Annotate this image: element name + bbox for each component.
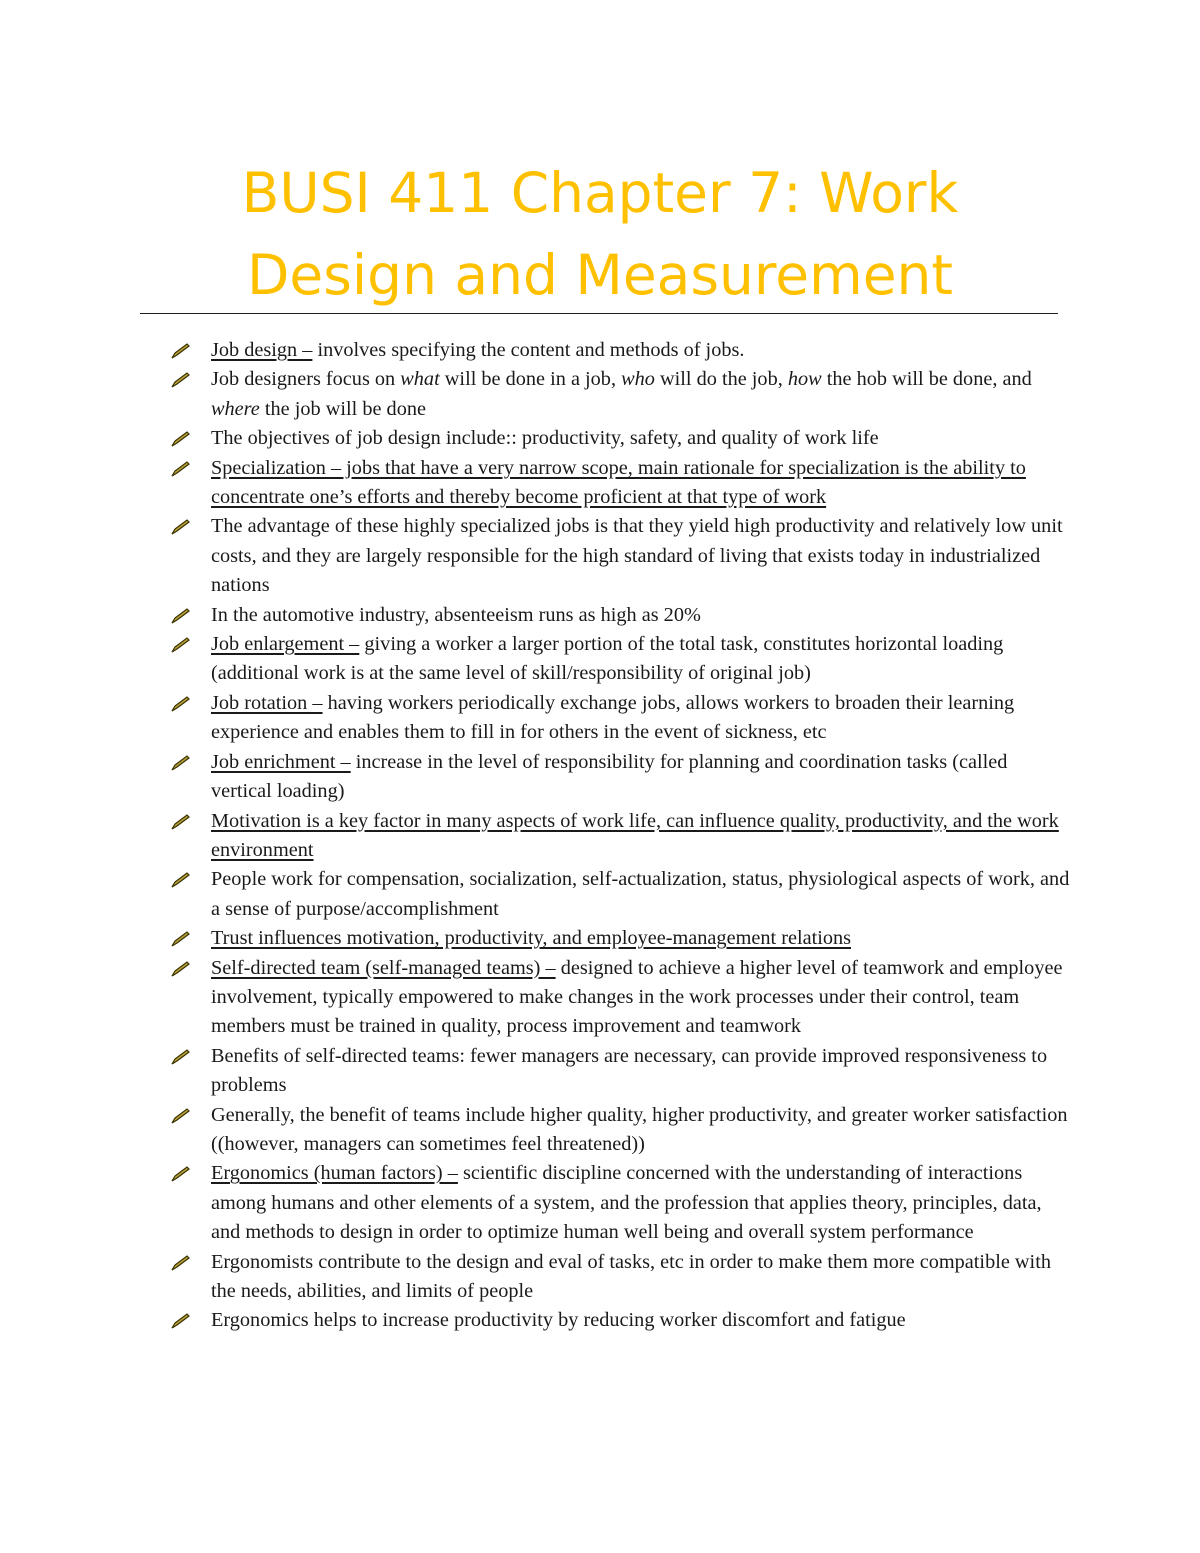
list-item-text: Ergonomics helps to increase productivity by reducing worker discomfort and fatigue <box>211 1309 906 1332</box>
list-item-term: Motivation is a key factor in many aspects of work life, can influence quality, productivity, and the work environment <box>211 809 1059 861</box>
list-item <box>170 865 1070 924</box>
list-item <box>170 630 1070 689</box>
list-item-term: Job design – <box>211 339 313 361</box>
document-title <box>140 152 1060 316</box>
check-icon <box>170 430 192 448</box>
list-item-emphasis: what <box>400 368 440 391</box>
list-item-term: Job enlargement – <box>211 633 360 656</box>
list-item-text: increase in the level of responsibility for planning and coordination tasks (called vertical loading) <box>211 750 1008 803</box>
list-item <box>170 1306 1070 1335</box>
list-item <box>170 1248 1070 1307</box>
check-icon <box>170 754 192 772</box>
list-item-text: Benefits of self-directed teams: fewer managers are necessary, can provide improved responsiveness to problems <box>211 1044 1048 1097</box>
list-item-text: having workers periodically exchange jobs, allows workers to broaden their learning experience and enables them to fill in for others in the event of sickness, etc <box>211 691 1015 744</box>
list-item <box>170 1101 1070 1160</box>
list-item-term: Job enrichment – <box>211 750 351 773</box>
list-item-text: The objectives of job design include:: productivity, safety, and quality of work life <box>211 427 879 450</box>
list-item <box>170 807 1070 866</box>
list-item-text: giving a worker a larger portion of the total task, constitutes horizontal loading (additional work is at the same level of skill/responsibility of original job) <box>211 633 1004 685</box>
check-icon <box>170 695 192 713</box>
list-item <box>170 424 1070 453</box>
check-icon <box>170 607 192 625</box>
check-icon <box>170 636 192 654</box>
list-item-term: Trust influences motivation, productivity, and employee-management relations <box>211 927 852 950</box>
list-item-text: Ergonomists contribute to the design and eval of tasks, etc in order to make them more compatible with the needs, abilities, and limits of people <box>211 1250 1051 1302</box>
list-item-text: scientific discipline concerned with the understanding of interactions among humans and other elements of a system, and the profession that applies theory, principles, data, and methods to design in order to optimize human well being and overall system performance <box>211 1162 1042 1244</box>
list-item-emphasis: where <box>211 397 260 420</box>
list-item-text: designed to achieve a higher level of teamwork and employee involvement, typically empowered to make changes in the work processes under their control, team members must be trained in quality, process improvement and teamwork <box>211 956 1063 1038</box>
list-item <box>170 601 1070 630</box>
check-icon <box>170 1254 192 1272</box>
list-item <box>170 512 1070 600</box>
list-item-emphasis: who <box>621 368 655 391</box>
list-item-text: People work for compensation, socialization, self-actualization, status, physiological aspects of work, and a sense of purpose/accomplishment <box>211 868 1070 920</box>
list-item <box>170 954 1070 1042</box>
check-icon <box>170 1312 192 1330</box>
list-item <box>170 336 1070 365</box>
list-item <box>170 748 1070 807</box>
check-icon <box>170 1165 192 1183</box>
list-item <box>170 689 1070 748</box>
list-item-term: Specialization – jobs that have a very narrow scope, main rationale for specialization is the ability to concentrate one’s efforts and thereby become proficient at that type of work <box>211 456 1026 509</box>
list-item-text: involves specifying the content and methods of jobs. <box>312 339 745 361</box>
list-item <box>170 1042 1070 1101</box>
check-icon <box>170 518 192 536</box>
title-divider <box>140 313 1058 314</box>
list-item-term: Ergonomics (human factors) – <box>211 1162 458 1185</box>
title-line-1: BUSI 411 Chapter 7: Work <box>241 161 959 225</box>
list-item <box>170 365 1070 424</box>
list-item-text: Generally, the benefit of teams include higher quality, higher productivity, and greater worker satisfaction ((however, managers can sometimes feel threatened)) <box>211 1103 1068 1155</box>
check-icon <box>170 960 192 978</box>
list-item-term: Self-directed team (self-managed teams) – <box>211 956 556 979</box>
list-item <box>170 924 1070 953</box>
check-icon <box>170 1048 192 1066</box>
list-item-text: will be done in a job, <box>439 368 622 391</box>
list-item-text: the job will be done <box>259 397 426 420</box>
check-icon <box>170 342 192 360</box>
list-item-text: The advantage of these highly specialized jobs is that they yield high productivity and relatively low unit costs, and they are largely responsible for the high standard of living that exists today in industrialized nations <box>211 515 1063 597</box>
list-item-text: Job designers focus on <box>211 368 401 391</box>
list-item-text: will do the job, <box>654 368 788 391</box>
check-icon <box>170 1107 192 1125</box>
notes-list <box>170 336 1070 1336</box>
list-item-term: Job rotation – <box>211 691 323 714</box>
check-icon <box>170 460 192 478</box>
list-item-emphasis: how <box>787 368 822 391</box>
check-icon <box>170 930 192 948</box>
list-item <box>170 454 1070 513</box>
check-icon <box>170 813 192 831</box>
title-line-2: Design and Measurement <box>247 243 953 307</box>
check-icon <box>170 871 192 889</box>
check-icon <box>170 371 192 389</box>
list-item-text: the hob will be done, and <box>821 368 1032 391</box>
list-item <box>170 1159 1070 1247</box>
list-item-text: In the automotive industry, absenteeism runs as high as 20% <box>211 603 701 626</box>
